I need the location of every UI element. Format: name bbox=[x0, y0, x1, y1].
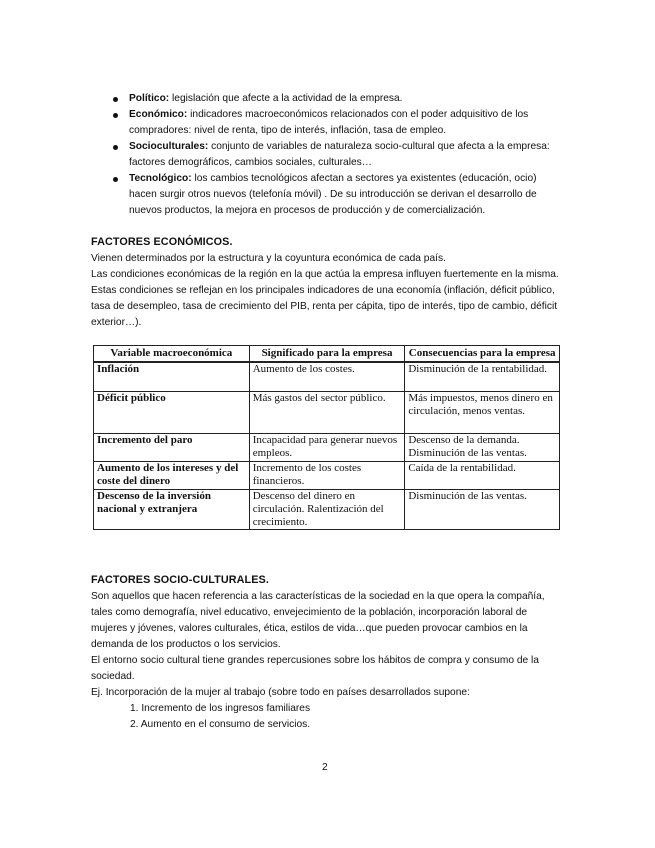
column-header: Variable macroeconómica bbox=[94, 346, 250, 362]
socio-cultural-factors-text bbox=[91, 589, 566, 701]
variable-cell: Inflación bbox=[94, 362, 250, 392]
bullet-icon bbox=[113, 113, 118, 118]
variable-cell: Descenso de la inversión nacional y extranjera bbox=[94, 490, 250, 530]
bullet-icon bbox=[113, 145, 118, 150]
list-item bbox=[113, 107, 563, 139]
meaning-cell: Incapacidad para generar nuevos empleos. bbox=[249, 434, 405, 462]
table-row bbox=[94, 462, 560, 490]
paragraph: Las condiciones económicas de la región en la que actúa la empresa influyen fuertemente en la misma. bbox=[91, 269, 559, 280]
list-item bbox=[113, 171, 563, 219]
pest-factor-list bbox=[113, 91, 563, 219]
bullet-icon bbox=[113, 177, 118, 182]
meaning-cell: Incremento de los costes financieros. bbox=[249, 462, 405, 490]
consequence-cell: Disminución de la rentabilidad. bbox=[405, 362, 560, 392]
meaning-cell: Más gastos del sector público. bbox=[249, 392, 405, 434]
variable-cell: Déficit público bbox=[94, 392, 250, 434]
list-item bbox=[113, 91, 563, 107]
consequence-cell: Descenso de la demanda. Disminución de las ventas. bbox=[405, 434, 560, 462]
bullet-term: Socioculturales: bbox=[129, 141, 209, 152]
consequence-cell: Disminución de las ventas. bbox=[405, 490, 560, 530]
bullet-text: los cambios tecnológicos afectan a sectores ya existentes (educación, ocio) hacen surgir otros nuevos (telefonía móvil) . De su introducción se derivan el desarrollo de nuevos productos, la mejora en procesos de producción y de comercialización. bbox=[129, 173, 537, 216]
variable-cell: Incremento del paro bbox=[94, 434, 250, 462]
meaning-cell: Aumento de los costes. bbox=[249, 362, 405, 392]
bullet-term: Tecnológico: bbox=[129, 173, 192, 184]
table-row bbox=[94, 434, 560, 462]
consequence-cell: Más impuestos, menos dinero en circulación, menos ventas. bbox=[405, 392, 560, 434]
page-number: 2 bbox=[322, 762, 328, 773]
bullet-text: indicadores macroeconómicos relacionados con el poder adquisitivo de los compradores: nivel de renta, tipo de interés, inflación, tasa de empleo. bbox=[129, 109, 529, 136]
column-header: Significado para la empresa bbox=[249, 346, 405, 362]
variable-cell: Aumento de los intereses y del coste del dinero bbox=[94, 462, 250, 490]
paragraph: Ej. Incorporación de la mujer al trabajo (sobre todo en países desarrollados supone: bbox=[91, 687, 470, 698]
list-item bbox=[113, 139, 563, 171]
economic-factors-text bbox=[91, 251, 566, 331]
bullet-text: conjunto de variables de naturaleza socio-cultural que afecta a la empresa: factores demográficos, cambios sociales, culturales… bbox=[129, 141, 550, 168]
consequence-cell: Caída de la rentabilidad. bbox=[405, 462, 560, 490]
table-row bbox=[94, 490, 560, 530]
paragraph: Son aquellos que hacen referencia a las características de la sociedad en la que opera la compañía, tales como demografía, nivel educativo, envejecimiento de la población, incorporación laboral de mujeres y jóvenes, valores culturales, ética, estilos de vida…que pueden provocar cambios en la demanda de los productos o los servicios. bbox=[91, 591, 545, 650]
paragraph: Vienen determinados por la estructura y la coyuntura económica de cada país. bbox=[91, 253, 446, 264]
bullet-term: Económico: bbox=[129, 109, 188, 120]
socio-cultural-factors-heading: FACTORES SOCIO-CULTURALES. bbox=[91, 574, 269, 586]
macroeconomic-table bbox=[93, 345, 560, 530]
list-item: 2. Aumento en el consumo de servicios. bbox=[130, 719, 311, 730]
table-header-row bbox=[94, 346, 560, 362]
list-item: 1. Incremento de los ingresos familiares bbox=[130, 703, 311, 714]
table-row bbox=[94, 392, 560, 434]
paragraph: El entorno socio cultural tiene grandes repercusiones sobre los hábitos de compra y consumo de la sociedad. bbox=[91, 655, 539, 682]
bullet-icon bbox=[113, 97, 118, 102]
meaning-cell: Descenso del dinero en circulación. Ralentización del crecimiento. bbox=[249, 490, 405, 530]
numbered-list bbox=[130, 701, 310, 733]
column-header: Consecuencias para la empresa bbox=[405, 346, 560, 362]
bullet-term: Político: bbox=[129, 93, 170, 104]
paragraph: Estas condiciones se reflejan en los principales indicadores de una economía (inflación, déficit público, tasa de desempleo, tasa de crecimiento del PIB, renta per cápita, tipo de interés, tipo de cambio, déficit exterior…). bbox=[91, 285, 558, 328]
table-row bbox=[94, 362, 560, 392]
bullet-text: legislación que afecte a la actividad de la empresa. bbox=[169, 93, 403, 104]
economic-factors-heading: FACTORES ECONÓMICOS. bbox=[91, 236, 233, 248]
